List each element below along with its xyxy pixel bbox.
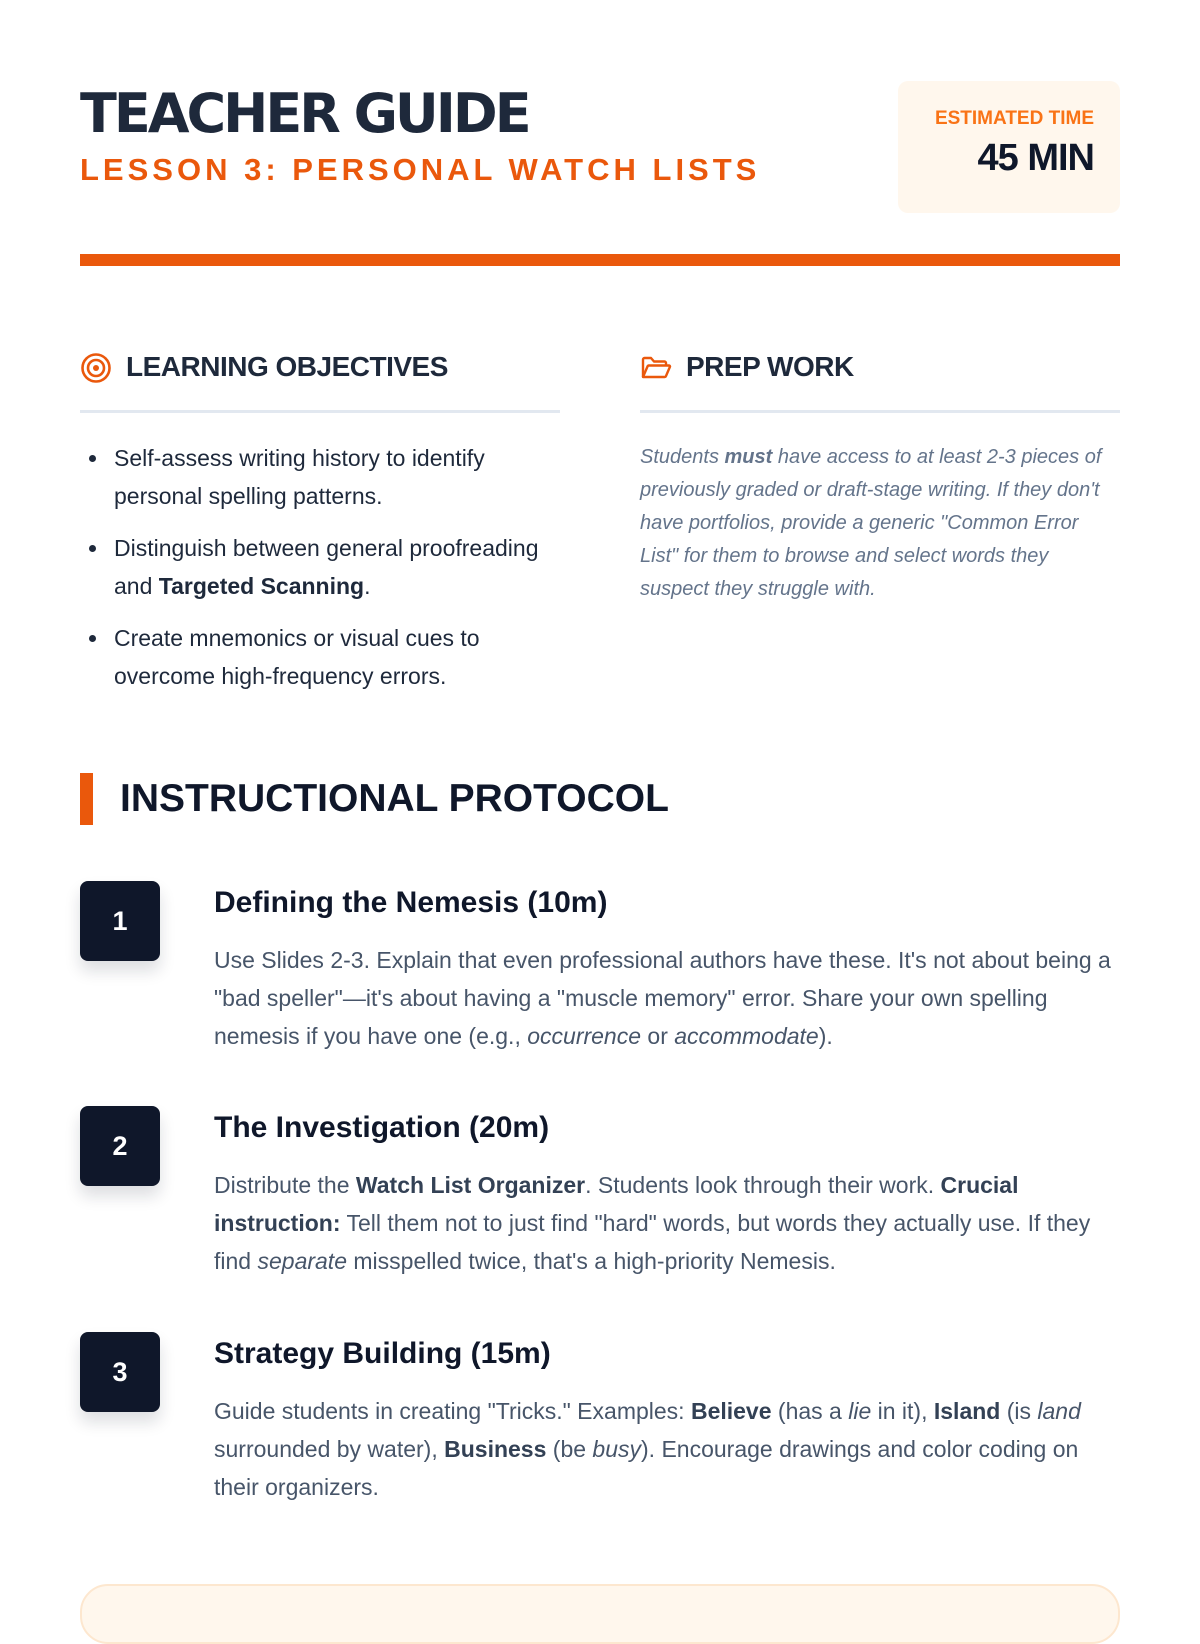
step-title: Strategy Building (15m) <box>214 1337 551 1370</box>
target-icon <box>80 352 112 384</box>
prep-work-text: Students must have access to at least 2-3 pieces of previously graded or draft-stage writing. If they don't have portfolios, provide a generic "Common Error List" for them to browse and select words they suspect they struggle with. <box>640 446 1102 600</box>
instructional-protocol-heading: INSTRUCTIONAL PROTOCOL <box>120 777 669 820</box>
objectives-list <box>80 439 560 695</box>
protocol-accent-bar <box>80 773 93 825</box>
learning-objectives-section <box>80 350 560 709</box>
estimated-time-label: ESTIMATED TIME <box>934 108 1094 129</box>
step-description: Guide students in creating "Tricks." Examples: Believe (has a lie in it), Island (is land surrounded by water), Business (be busy). Encourage drawings and color coding on their organizers. <box>214 1398 1081 1500</box>
folder-open-icon <box>640 352 672 384</box>
prep-work-heading: PREP WORK <box>686 351 854 382</box>
step-number-badge: 3 <box>80 1332 160 1412</box>
prep-work-header <box>640 350 1120 413</box>
list-item: Self-assess writing history to identify personal spelling patterns. <box>80 439 560 515</box>
teacher-note-box <box>80 1584 1120 1644</box>
lesson-subtitle: LESSON 3: PERSONAL WATCH LISTS <box>80 152 761 187</box>
teacher-guide-page <box>80 0 1120 1600</box>
learning-objectives-header <box>80 350 560 413</box>
estimated-time-card <box>898 81 1120 213</box>
list-item: Distinguish between general proofreading and Targeted Scanning. <box>80 529 560 605</box>
step-title: The Investigation (20m) <box>214 1111 550 1144</box>
step-title: Defining the Nemesis (10m) <box>214 886 608 919</box>
learning-objectives-heading: LEARNING OBJECTIVES <box>126 351 448 382</box>
step-description: Use Slides 2-3. Explain that even professional authors have these. It's not about being a "bad speller"—it's about having a "muscle memory" error. Share your own spelling nemesis if you have one (e.g., occurrence or accommodate). <box>214 947 1111 1049</box>
step-number-badge: 2 <box>80 1106 160 1186</box>
estimated-time-value: 45 MIN <box>977 137 1094 179</box>
step-description: Distribute the Watch List Organizer. Students look through their work. Crucial instruction: Tell them not to just find "hard" words, but words they actually use. If they find separate misspelled twice, that's a high-priority Nemesis. <box>214 1172 1091 1274</box>
step-number-badge: 1 <box>80 881 160 961</box>
list-item: Create mnemonics or visual cues to overcome high-frequency errors. <box>80 619 560 695</box>
header-divider <box>80 254 1120 266</box>
prep-work-section <box>640 350 1120 606</box>
page-title: TEACHER GUIDE <box>80 82 529 145</box>
